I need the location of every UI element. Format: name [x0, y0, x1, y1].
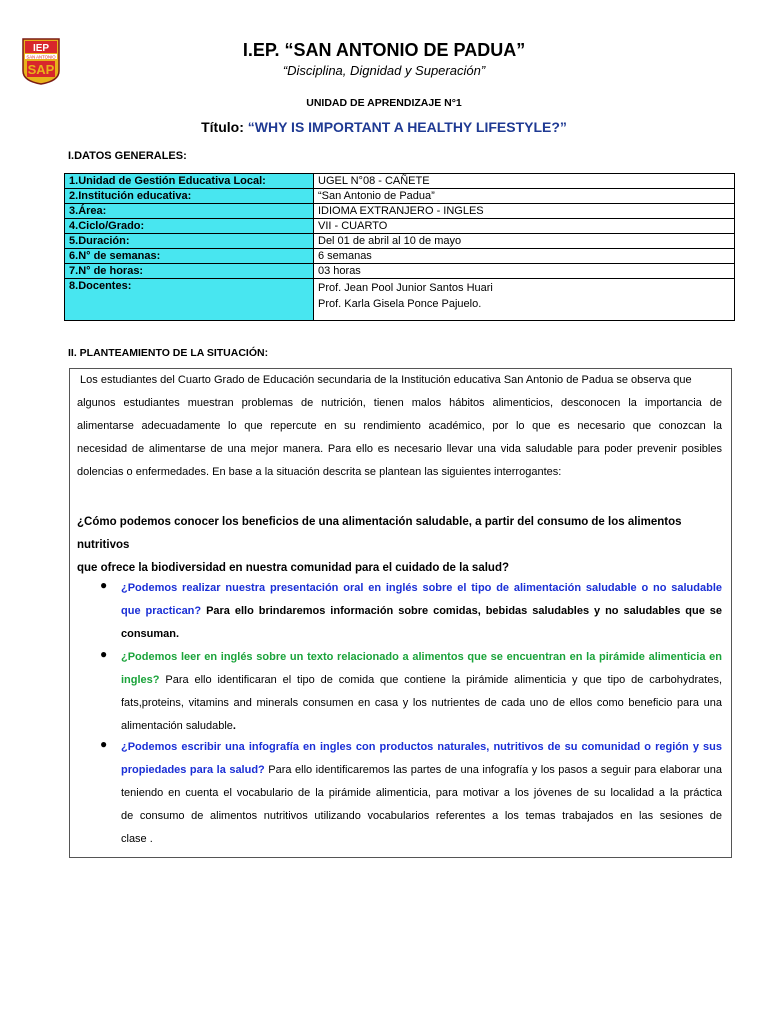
list-item: ¿Podemos leer en inglés sobre un texto relacionado a alimentos que se encuentran en la pirámide alimenticia en ingles? Para ello identificaran el tipo de comida que contiene la pirámide alimenticia y que tipo de carbohydrates, fats,proteins, vitamins and minerals consumen en casa y los nutrientes de cada uno de ellos como beneficio para una alimentación saludable. — [121, 651, 722, 732]
row-value: “San Antonio de Padua” — [314, 189, 735, 204]
unit-title — [0, 119, 768, 135]
teacher-name: Prof. Jean Pool Junior Santos Huari — [318, 282, 493, 294]
bullet-icon: ● — [100, 737, 108, 751]
row-value: 03 horas — [314, 264, 735, 279]
row-value: IDIOMA EXTRANJERO - INGLES — [314, 204, 735, 219]
school-motto: “Disciplina, Dignidad y Superación” — [282, 63, 486, 78]
row-value: VII - CUARTO — [314, 219, 735, 234]
section-heading-datos: I.DATOS GENERALES: — [68, 150, 187, 162]
title-prefix: Título: — [201, 119, 248, 135]
row-label: 1.Unidad de Gestión Educativa Local: — [65, 174, 314, 189]
main-question: ¿Cómo podemos conocer los beneficios de una alimentación saludable, a partir del consumo de los alimentos nutritivos que ofrece la biodiversidad en nuestra comunidad para el cuidado de la salud? — [77, 516, 682, 574]
row-value: 6 semanas — [314, 249, 735, 264]
row-label: 2.Institución educativa: — [65, 189, 314, 204]
row-label: 5.Duración: — [65, 234, 314, 249]
paragraph-line: algunos estudiantes muestran problemas de nutrición, tienen malos hábitos alimenticios, desconocen la importancia de — [77, 397, 722, 409]
table-row — [65, 189, 735, 204]
paragraph-line: necesidad de alimentarse de una mejor manera. Para ello es necesario llevar una vida saludable para poder prevenir posibles — [77, 443, 722, 455]
school-name: I.EP. “SAN ANTONIO DE PADUA” — [242, 40, 526, 60]
table-row — [65, 234, 735, 249]
bullet-icon: ● — [100, 647, 108, 661]
paragraph-line: dolencias o enfermedades. En base a la situación descrita se plantean las siguientes interrogantes: — [77, 466, 562, 478]
row-label: 7.N° de horas: — [65, 264, 314, 279]
logo-main-text: SAP — [27, 62, 55, 77]
situacion-paragraph — [77, 369, 722, 484]
paragraph-line: alimentarse adecuadamente lo que repercute en su rendimiento académico, por lo que es necesario que conozcan la — [77, 420, 722, 432]
row-label: 6.N° de semanas: — [65, 249, 314, 264]
row-value: Del 01 de abril al 10 de mayo — [314, 234, 735, 249]
row-value: UGEL N°08 - CAÑETE — [314, 174, 735, 189]
list-item: ¿Podemos escribir una infografía en ingles con productos naturales, nutritivos de su comunidad o región y sus propiedades para la salud? Para ello identificaremos las partes de una infografía y los pasos a seguir para elaborar una teniendo en cuenta el vocabulario de la pirámide alimenticia, para motivar a los jóvenes de su localidad a la práctica de consumo de alimentos nutritivos utilizando vocabularios referentes a los temas trabajados en las sesiones de clase . — [121, 741, 722, 845]
table-row — [65, 249, 735, 264]
teacher-name: Prof. Karla Gisela Ponce Pajuelo. — [318, 298, 482, 310]
logo-top-text: IEP — [32, 43, 50, 54]
datos-generales-table — [64, 173, 735, 321]
row-label: 8.Docentes: — [65, 279, 314, 321]
row-value — [314, 279, 735, 321]
paragraph-line: Los estudiantes del Cuarto Grado de Educación secundaria de la Institución educativa San Antonio de Padua se observa que — [77, 374, 692, 386]
table-row — [65, 204, 735, 219]
section-heading-situacion: II. PLANTEAMIENTO DE LA SITUACIÓN: — [68, 347, 269, 359]
list-item: ¿Podemos realizar nuestra presentación oral en inglés sobre el tipo de alimentación saludable o no saludable que practican? Para ello brindaremos información sobre comidas, bebidas saludables y no saludables que se consuman. — [121, 582, 722, 640]
unit-heading: UNIDAD DE APRENDIZAJE N°1 — [306, 97, 462, 109]
bullet-icon: ● — [100, 578, 108, 592]
row-label: 3.Área: — [65, 204, 314, 219]
title-question: “WHY IS IMPORTANT A HEALTHY LIFESTYLE?” — [247, 119, 567, 135]
table-row — [65, 279, 735, 321]
table-row — [65, 264, 735, 279]
row-label: 4.Ciclo/Grado: — [65, 219, 314, 234]
table-row — [65, 219, 735, 234]
table-row — [65, 174, 735, 189]
logo-band-text: SAN ANTONIO — [26, 54, 56, 60]
